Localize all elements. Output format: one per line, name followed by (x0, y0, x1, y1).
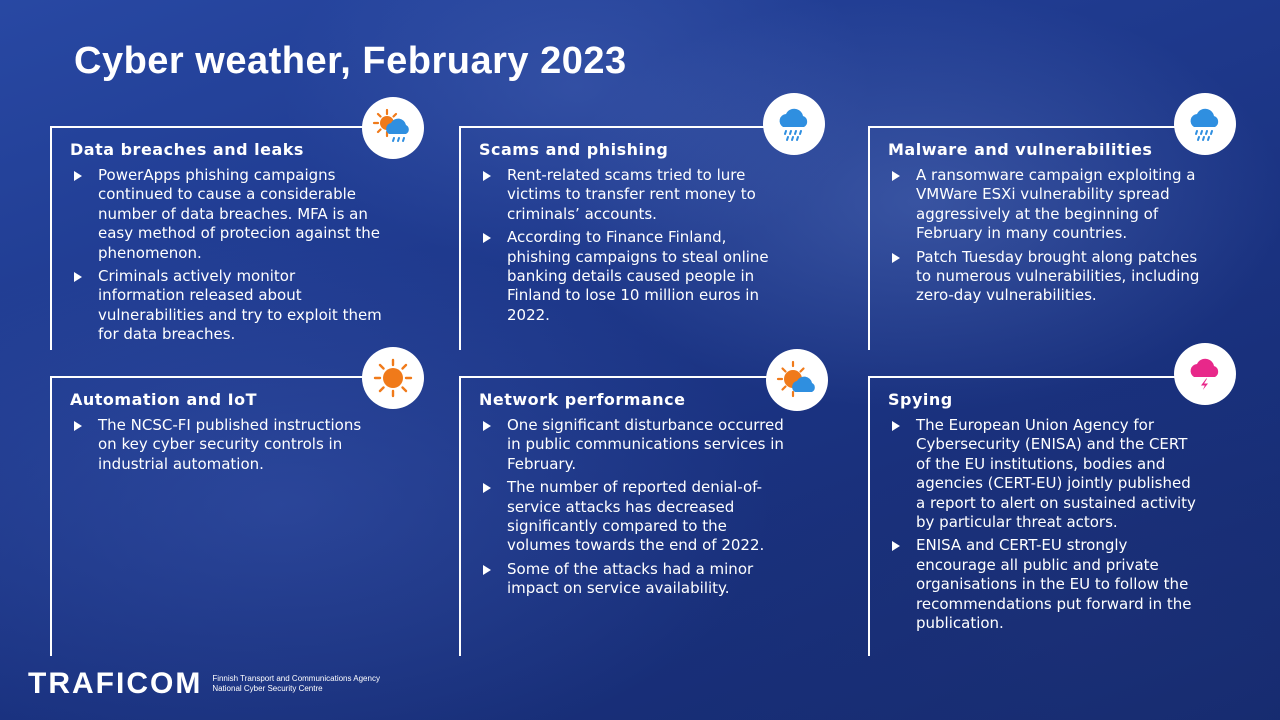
panel-heading: Data breaches and leaks (70, 140, 304, 159)
logo-agency-name: Finnish Transport and Communications Agency (212, 674, 380, 683)
panel-heading: Automation and IoT (70, 390, 258, 409)
list-item: ENISA and CERT-EU strongly encourage all public and private organisations in the EU to follow the recommendations put forward in the publication. (890, 536, 1200, 633)
logo-subtitle (212, 674, 380, 694)
list-item: The number of reported denial-of-service attacks has decreased significantly compared to the volumes towards the end of 2022. (481, 478, 791, 556)
list-item: Patch Tuesday brought along patches to numerous vulnerabilities, including zero-day vulnerabilities. (890, 248, 1200, 306)
list-item: According to Finance Finland, phishing campaigns to steal online banking details caused people in Finland to lose 10 million euros in 2022. (481, 228, 791, 325)
page-title: Cyber weather, February 2023 (74, 40, 627, 82)
bullet-list (890, 416, 1200, 637)
rain-cloud-icon (763, 93, 825, 155)
panel-data-breaches (50, 126, 390, 350)
list-item: Some of the attacks had a minor impact on service availability. (481, 560, 791, 599)
bullet-list (890, 166, 1200, 310)
list-item: The European Union Agency for Cybersecurity (ENISA) and the CERT of the EU institutions, bodies and agencies (CERT-EU) jointly published a report to alert on sustained activity by particular threat actors. (890, 416, 1200, 532)
sun-and-cloud-icon (766, 349, 828, 411)
list-item: Rent-related scams tried to lure victims to transfer rent money to criminals’ accounts. (481, 166, 791, 224)
panel-network-performance (459, 376, 799, 656)
logo-wordmark: TRAFICOM (28, 667, 203, 700)
traficom-logo (28, 668, 380, 700)
sun-icon (362, 347, 424, 409)
list-item: One significant disturbance occurred in public communications services in February. (481, 416, 791, 474)
panel-heading: Spying (888, 390, 953, 409)
list-item: The NCSC-FI published instructions on key cyber security controls in industrial automation. (72, 416, 382, 474)
bullet-list (72, 416, 382, 478)
list-item: PowerApps phishing campaigns continued to cause a considerable number of data breaches. MFA is an easy method of protecion against the phenomenon. (72, 166, 382, 263)
panel-scams-phishing (459, 126, 799, 350)
bullet-list (481, 416, 791, 603)
panel-heading: Network performance (479, 390, 686, 409)
bullet-list (481, 166, 791, 329)
panel-heading: Scams and phishing (479, 140, 669, 159)
thunderstorm-cloud-icon (1174, 343, 1236, 405)
logo-centre-name: National Cyber Security Centre (212, 684, 323, 693)
bullet-list (72, 166, 382, 349)
list-item: A ransomware campaign exploiting a VMWare ESXi vulnerability spread aggressively at the beginning of February in many countries. (890, 166, 1200, 244)
panel-automation-iot (50, 376, 390, 656)
list-item: Criminals actively monitor information released about vulnerabilities and try to exploit them for data breaches. (72, 267, 382, 345)
panel-malware-vulnerabilities (868, 126, 1208, 350)
sun-and-rain-cloud-icon (362, 97, 424, 159)
panel-spying (868, 376, 1208, 656)
panel-heading: Malware and vulnerabilities (888, 140, 1153, 159)
rain-cloud-icon (1174, 93, 1236, 155)
